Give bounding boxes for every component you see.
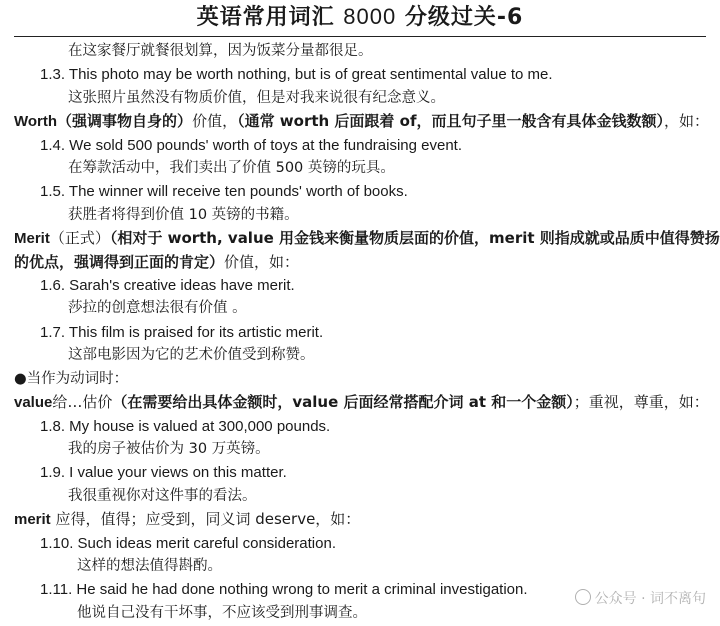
entry-tail: 价值，如： bbox=[224, 252, 300, 271]
example-sentence: 1.9. I value your views on this matter. bbox=[40, 464, 287, 482]
example-sentence: 1.4. We sold 500 pounds' worth of toys at the fundraising event. bbox=[40, 136, 463, 154]
entry-merit-continued bbox=[0, 251, 720, 274]
title-prefix: 英语常用词汇 bbox=[196, 5, 335, 30]
watermark bbox=[575, 588, 706, 608]
entry-term: Worth bbox=[14, 113, 58, 131]
example-translation: 在筹款活动中，我们卖出了价值 500 英镑的玩具。 bbox=[68, 160, 395, 177]
title-suffix: 分级过关-6 bbox=[404, 5, 524, 30]
example-translation: 他说自己没有干坏事，不应该受到刑事调查。 bbox=[77, 604, 367, 621]
entry-term: merit bbox=[14, 511, 51, 529]
section-heading-verb: ●当作为动词时： bbox=[14, 370, 129, 387]
entry-gloss: 给…估价 bbox=[52, 393, 113, 412]
example-sentence: 1.3. This photo may be worth nothing, but is of great sentimental value to me. bbox=[40, 66, 553, 84]
example-translation: 我很重视你对这件事的看法。 bbox=[68, 487, 257, 504]
title-number: 8000 bbox=[343, 4, 397, 29]
header-rule bbox=[14, 36, 706, 37]
entry-worth bbox=[0, 110, 720, 133]
example-sentence: 1.8. My house is valued at 300,000 pounds. bbox=[40, 417, 331, 435]
entry-usage-note: （通常 worth 后面跟着 of，而且句子里一般含有具体金钱数额） bbox=[237, 112, 664, 131]
entry-usage-note: （在需要给出具体金额时，value 后面经常搭配介词 at 和一个金额） bbox=[112, 393, 574, 412]
entry-tail: ，如： bbox=[664, 112, 710, 131]
entry-value-verb bbox=[0, 391, 720, 414]
example-translation: 我的房子被估价为 30 万英镑。 bbox=[68, 440, 270, 457]
entry-tail: ；重视，尊重，如： bbox=[573, 393, 709, 412]
entry-usage-note: 的优点，强调得到正面的肯定） bbox=[14, 252, 225, 271]
page-title bbox=[0, 0, 720, 33]
entry-term: Merit bbox=[14, 230, 50, 248]
entry-merit bbox=[0, 227, 720, 250]
watermark-text: 公众号 · 词不离句 bbox=[594, 591, 706, 607]
example-translation: 这部电影因为它的艺术价值受到称赞。 bbox=[68, 347, 315, 364]
example-translation: 这张照片虽然没有物质价值，但是对我来说很有纪念意义。 bbox=[68, 89, 445, 106]
entry-note: （强调事物自身的） bbox=[57, 112, 193, 131]
wechat-icon bbox=[575, 589, 591, 605]
example-translation: 莎拉的创意想法很有价值 。 bbox=[68, 300, 247, 317]
example-translation: 获胜者将得到价值 10 英镑的书籍。 bbox=[68, 206, 299, 223]
example-translation: 这样的想法值得斟酌。 bbox=[77, 557, 222, 574]
example-sentence: 1.6. Sarah's creative ideas have merit. bbox=[40, 277, 295, 295]
entry-gloss: 价值， bbox=[192, 112, 238, 131]
example-sentence: 1.7. This film is praised for its artistic merit. bbox=[40, 323, 324, 341]
entry-usage-note: （相对于 worth, value 用金钱来衡量物质层面的价值，merit 则指成就或品质中值得赞扬 bbox=[109, 229, 720, 248]
document-body bbox=[0, 40, 720, 625]
example-sentence: 1.10. Such ideas merit careful consideration. bbox=[40, 534, 336, 552]
entry-gloss: 应得，值得；应受到，同义词 deserve，如： bbox=[55, 510, 361, 529]
entry-term: value bbox=[14, 394, 53, 412]
entry-gloss: （正式） bbox=[49, 229, 110, 248]
entry-merit-verb bbox=[0, 508, 720, 531]
example-translation: 在这家餐厅就餐很划算，因为饭菜分量都很足。 bbox=[68, 43, 373, 59]
example-sentence: 1.11. He said he had done nothing wrong to merit a criminal investigation. bbox=[40, 581, 528, 599]
example-sentence: 1.5. The winner will receive ten pounds' worth of books. bbox=[40, 183, 408, 201]
